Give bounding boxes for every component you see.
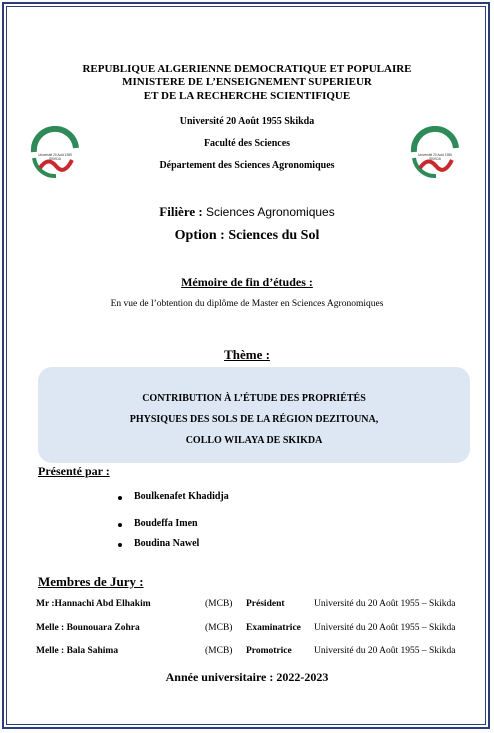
memoire-title: Mémoire de fin d’études : xyxy=(181,275,313,289)
department-name: Département des Sciences Agronomiques xyxy=(159,160,335,171)
logo-caption-top: Université 20 Août 1955 xyxy=(418,153,452,157)
logo-caption-top: Université 20 Août 1955 xyxy=(38,153,72,157)
memoire-subtitle: En vue de l’obtention du diplôme de Master en Sciences Agronomiques xyxy=(110,299,384,309)
theme-line-2: PHYSIQUES DES SOLS DE LA RÉGION DEZITOUNA, xyxy=(129,414,379,425)
student-name: Boudina Nawel xyxy=(134,538,200,549)
header-line-3: ET DE LA RECHERCHE SCIENTIFIQUE xyxy=(143,90,351,102)
logo-caption-bottom: SKIKDA xyxy=(49,157,61,161)
logo-caption-bottom: SKIKDA xyxy=(429,157,441,161)
jury-member-affiliation: Université du 20 Août 1955 – Skikda xyxy=(314,646,456,656)
jury-member-name: Melle : Bounouara Zohra xyxy=(36,623,140,633)
theme-label: Thème : xyxy=(224,347,270,362)
jury-member-grade: (MCB) xyxy=(205,623,233,633)
jury-member-role: Examinatrice xyxy=(246,623,301,633)
filiere-line xyxy=(0,204,494,220)
filiere-label: Filière : xyxy=(159,204,203,219)
jury-member-affiliation: Université du 20 Août 1955 – Skikda xyxy=(314,599,456,609)
jury-member-role: Président xyxy=(246,599,285,609)
theme-line-3: COLLO WILAYA DE SKIKDA xyxy=(185,435,323,446)
page-border-inner xyxy=(6,6,486,725)
jury-label: Membres de Jury : xyxy=(38,574,144,589)
theme-box xyxy=(38,367,470,463)
presented-by-label: Présenté par : xyxy=(38,464,110,478)
university-logo-right xyxy=(406,126,464,184)
university-logo-left xyxy=(26,126,84,184)
option-line: Option : Sciences du Sol xyxy=(174,228,320,243)
jury-member-grade: (MCB) xyxy=(205,646,233,656)
filiere-value: Sciences Agronomiques xyxy=(205,205,335,219)
header-line-2: MINISTERE DE L’ENSEIGNEMENT SUPERIEUR xyxy=(122,76,372,88)
jury-member-affiliation: Université du 20 Août 1955 – Skikda xyxy=(314,623,456,633)
bullet-icon xyxy=(118,543,122,547)
theme-line-1: CONTRIBUTION À L’ÉTUDE DES PROPRIÉTÉS xyxy=(142,393,366,404)
student-name: Boulkenafet Khadidja xyxy=(134,491,229,502)
jury-member-grade: (MCB) xyxy=(205,599,233,609)
student-name: Boudeffa Imen xyxy=(134,518,198,529)
university-name: Université 20 Août 1955 Skikda xyxy=(179,116,315,127)
bullet-icon xyxy=(118,496,122,500)
header-line-1: REPUBLIQUE ALGERIENNE DEMOCRATIQUE ET POPULAIRE xyxy=(82,63,412,75)
academic-year: Année universitaire : 2022-2023 xyxy=(165,670,329,684)
jury-member-role: Promotrice xyxy=(246,646,292,656)
jury-member-name: Melle : Bala Sahima xyxy=(36,646,119,656)
jury-member-name: Mr :Hannachi Abd Elhakim xyxy=(36,599,151,609)
faculty-name: Faculté des Sciences xyxy=(203,138,291,149)
bullet-icon xyxy=(118,523,122,527)
